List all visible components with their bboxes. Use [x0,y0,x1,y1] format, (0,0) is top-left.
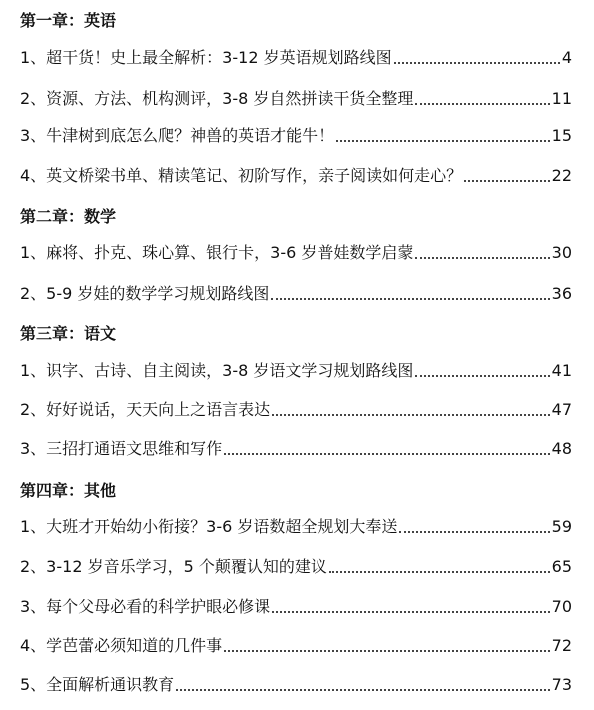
toc-entry-page: 36 [551,284,572,303]
dot-leader [224,453,549,455]
toc-entry-title: 2、5-9 岁娃的数学学习规划路线图 [20,284,270,303]
toc-entry-page: 59 [551,517,572,536]
toc-entry[interactable] [20,124,572,148]
toc-entry[interactable] [20,437,572,461]
toc-entry[interactable] [20,555,572,579]
toc-entry[interactable] [20,673,572,697]
toc-entry[interactable] [20,595,572,619]
toc-entry[interactable] [20,164,572,188]
toc-entry-page: 11 [551,89,572,108]
toc-entry-title: 1、超干货！史上最全解析：3-12 岁英语规划路线图 [20,48,392,67]
toc-entry-page: 70 [551,597,572,616]
chapter-heading-1: 第一章：英语 [20,11,117,30]
toc-entry-title: 1、大班才开始幼小衔接？3-6 岁语数超全规划大奉送 [20,517,398,536]
toc-entry-page: 73 [551,675,572,694]
dot-leader [272,611,549,613]
dot-leader [464,180,549,182]
toc-entry[interactable] [20,515,572,539]
toc-entry[interactable] [20,359,572,383]
toc-entry[interactable] [20,46,572,70]
dot-leader [399,531,549,533]
toc-entry-title: 1、识字、古诗、自主阅读，3-8 岁语文学习规划路线图 [20,361,414,380]
dot-leader [224,650,549,652]
toc-entry-title: 3、每个父母必看的科学护眼必修课 [20,597,271,616]
toc-entry[interactable] [20,87,572,111]
toc-entry-title: 2、3-12 岁音乐学习，5 个颠覆认知的建议 [20,557,327,576]
dot-leader [415,375,549,377]
chapter-heading-3: 第三章：语文 [20,324,117,343]
toc-entry-page: 65 [551,557,572,576]
dot-leader [272,414,549,416]
toc-entry-page: 41 [551,361,572,380]
dot-leader [329,571,550,573]
toc-entry[interactable] [20,282,572,306]
toc-entry-page: 47 [551,400,572,419]
toc-entry-title: 2、好好说话，天天向上之语言表达 [20,400,271,419]
toc-entry-title: 2、资源、方法、机构测评，3-8 岁自然拼读干货全整理 [20,89,414,108]
toc-entry[interactable] [20,241,572,265]
toc-entry-title: 3、牛津树到底怎么爬？神兽的英语才能牛！ [20,126,335,145]
chapter-heading-4: 第四章：其他 [20,481,117,500]
toc-entry-title: 3、三招打通语文思维和写作 [20,439,223,458]
toc-entry-title: 4、学芭蕾必须知道的几件事 [20,636,223,655]
toc-entry-title: 4、英文桥梁书单、精读笔记、初阶写作，亲子阅读如何走心？ [20,166,463,185]
toc-entry[interactable] [20,634,572,658]
toc-entry-title: 5、全面解析通识教育 [20,675,175,694]
toc-entry-page: 30 [551,243,572,262]
dot-leader [415,103,549,105]
toc-entry-page: 72 [551,636,572,655]
dot-leader [394,62,560,64]
dot-leader [415,257,549,259]
dot-leader [271,298,549,300]
toc-entry[interactable] [20,398,572,422]
dot-leader [336,140,549,142]
toc-entry-page: 48 [551,439,572,458]
toc-entry-page: 4 [561,48,572,67]
toc-entry-page: 15 [551,126,572,145]
toc-entry-page: 22 [551,166,572,185]
chapter-heading-2: 第二章：数学 [20,207,117,226]
toc-entry-title: 1、麻将、扑克、珠心算、银行卡，3-6 岁普娃数学启蒙 [20,243,414,262]
dot-leader [176,689,549,691]
